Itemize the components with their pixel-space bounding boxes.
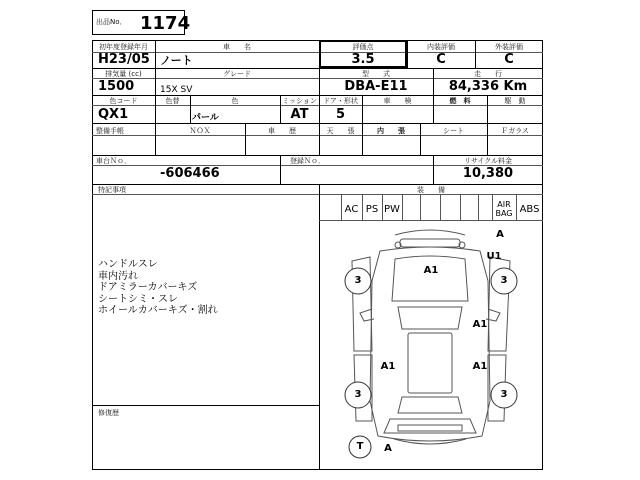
remarks-label: 特記事項 <box>98 186 126 194</box>
mark-front-corner: U1 <box>486 251 502 262</box>
exterior-score-label: 外装評価 <box>495 43 523 51</box>
registration-label: 登録Ｎｏ． <box>290 157 325 165</box>
mark-hood: A1 <box>423 265 439 276</box>
recycle-label: リサイクル料金 <box>463 157 513 165</box>
chassis-value: -606466 <box>160 166 220 181</box>
equip-airbag-line1: AIR <box>497 200 511 209</box>
mark-rear-bumper: A <box>384 443 392 454</box>
fuel-label: 燃 料 <box>449 97 471 105</box>
score-value: 3.5 <box>351 52 375 67</box>
grade-label: グレード <box>223 70 251 78</box>
remark-line: シートシミ・スレ <box>98 293 178 305</box>
history-label: 車 歴 <box>268 127 296 135</box>
chassis-label: 車台Ｎｏ． <box>96 157 131 165</box>
first-reg-label: 初年度登録年月 <box>99 43 148 51</box>
car-diagram <box>320 221 542 469</box>
nox-label: ＮＯＸ <box>189 127 211 135</box>
mark-right-front-fender: A1 <box>472 319 488 330</box>
color-label: 色 <box>231 97 239 105</box>
lot-number: 1174 <box>140 13 191 34</box>
mileage-label: 走 行 <box>474 70 502 78</box>
car-name-label: 車 名 <box>223 43 251 51</box>
glass-label: Ｆガラス <box>501 127 529 135</box>
equip-ps: PS <box>365 204 379 215</box>
interior-score-label: 内装評価 <box>427 43 455 51</box>
color-code-label: 色コード <box>109 97 138 105</box>
mark-tire-fr: 3 <box>500 275 508 286</box>
mark-left-rear-door: A1 <box>380 361 396 372</box>
mark-tire-fl: 3 <box>354 275 362 286</box>
remark-line: ホイールカバーキズ・割れ <box>98 305 218 317</box>
mark-tire-rr: 3 <box>500 389 508 400</box>
interior-score-value: C <box>436 52 446 67</box>
color-value: パール <box>192 113 219 123</box>
inspection-label: 車 検 <box>383 97 412 105</box>
car-name-value: ノート <box>160 54 193 67</box>
recycle-value: 10,380 <box>462 166 514 181</box>
equip-abs: ABS <box>519 204 540 215</box>
transmission-label: ミッション <box>282 97 317 105</box>
grade-value: 15X SV <box>160 85 193 95</box>
remarks-list <box>98 259 218 317</box>
color-type-label: 色替 <box>165 97 180 105</box>
displacement-value: 1500 <box>98 79 135 94</box>
mileage-value: 84,336 Km <box>448 79 528 94</box>
equip-ac: AC <box>344 204 359 215</box>
model-label: 型 式 <box>362 70 390 78</box>
interior-label: 内 張 <box>377 127 405 135</box>
mark-tire-rl: 3 <box>354 389 362 400</box>
doors-value: 5 <box>335 107 346 122</box>
lot-label: 出品No． <box>96 18 127 26</box>
seat-label: シート <box>443 127 464 135</box>
remark-line: ドアミラーカバーキズ <box>98 282 198 294</box>
mark-front-bumper: A <box>496 229 504 240</box>
repair-label: 修復歴 <box>98 409 119 417</box>
equip-airbag-line2: BAG <box>495 209 513 218</box>
manual-label: 整備手帳 <box>96 127 124 135</box>
model-value: DBA-E11 <box>344 79 408 94</box>
mark-spare-tire: T <box>356 441 364 452</box>
exterior-score-value: C <box>504 52 514 67</box>
remark-line: 車内汚れ <box>98 270 138 282</box>
color-code-value: QX1 <box>98 107 129 122</box>
sunroof-label: 天 張 <box>326 127 355 135</box>
equip-pw: PW <box>384 204 400 215</box>
transmission-value: AT <box>290 107 309 122</box>
first-reg-value: H23/05 <box>98 52 150 67</box>
remark-line: ハンドルスレ <box>98 259 158 270</box>
equipment-label: 装 備 <box>417 186 445 194</box>
doors-label: ドア・形状 <box>323 97 358 105</box>
mark-right-rear-door: A1 <box>472 361 488 372</box>
score-label: 評価点 <box>352 43 374 51</box>
drive-label: 駆 動 <box>504 97 526 105</box>
displacement-label: 排気量 (cc) <box>105 70 142 78</box>
